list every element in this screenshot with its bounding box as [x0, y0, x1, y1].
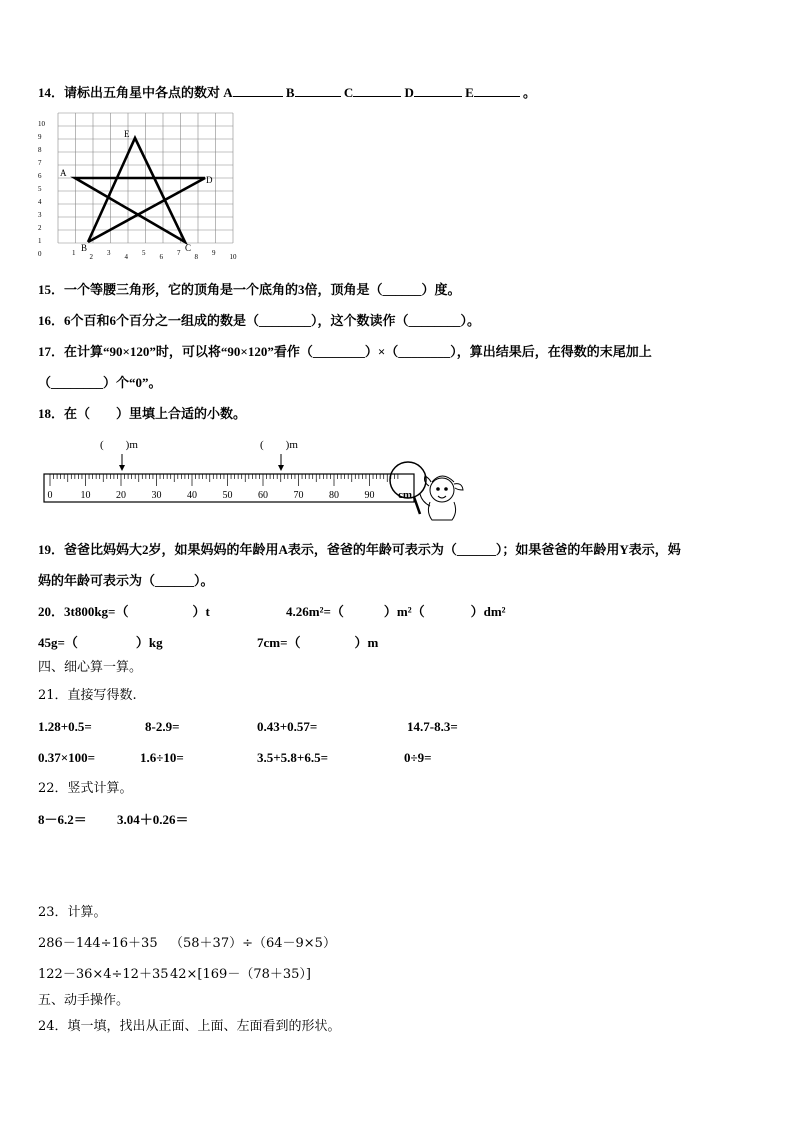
- ruler-label: 20: [116, 490, 126, 501]
- q21-r2-c1: 0.37×100=: [38, 750, 96, 765]
- q22-item-2: 3.04＋0.26＝: [117, 812, 189, 827]
- point-label-d: D: [206, 175, 213, 185]
- ruler-unit: cm: [398, 489, 413, 501]
- y-tick-label: 4: [38, 198, 42, 206]
- q21-r1-c1: 1.28+0.5=: [38, 719, 92, 734]
- ruler-label: 0: [47, 490, 53, 501]
- y-tick-label: 9: [38, 133, 42, 141]
- section-4-heading: 四、细心算一算。: [38, 660, 143, 675]
- y-tick-label: 6: [38, 172, 42, 180]
- q14-blank-a[interactable]: [233, 84, 283, 97]
- q20-a-post: ）t: [192, 604, 210, 619]
- y-tick-label: 5: [38, 185, 42, 193]
- arrow-1-head: [119, 465, 125, 471]
- x-tick-label: 8: [194, 253, 198, 261]
- point-label-e: E: [124, 129, 130, 139]
- q20-item-b: [286, 604, 506, 620]
- ruler-label: 60: [258, 490, 268, 501]
- q14-blank-c[interactable]: [353, 84, 401, 97]
- q23-r2-c2: 42×[169－（78＋35）]: [170, 967, 311, 982]
- q14-label-a: A: [223, 85, 233, 100]
- q20-b-pre: 4.26m²=（: [286, 604, 344, 619]
- q15-line: 15．一个等腰三角形，它的顶角是一个底角的3倍，顶角是（______）度。: [38, 282, 461, 297]
- point-label-c: C: [185, 243, 192, 253]
- y-tick-label: 0: [38, 250, 42, 258]
- magnifier-handle: [414, 497, 420, 514]
- q14-text: 14．请标出五角星中各点的数对: [38, 85, 221, 100]
- q14-line: [38, 84, 536, 101]
- ruler-label: 90: [364, 490, 375, 501]
- q23-r1-c1: 286－144÷16＋35: [38, 936, 158, 951]
- q19-line2: 妈的年龄可表示为（______）。: [38, 573, 214, 588]
- y-tick-label: 2: [38, 224, 42, 232]
- q17-line1: 17．在计算“90×120”时，可以将“90×120”看作（________）×（________），算出结果后，在得数的末尾加上: [38, 344, 652, 359]
- point-label-a: A: [60, 168, 67, 178]
- ruler-paren-label-2: ( )m: [260, 439, 298, 451]
- q23-title: 23．计算。: [38, 905, 107, 920]
- x-tick-label: 5: [142, 249, 146, 257]
- q19-line1: 19．爸爸比妈妈大2岁，如果妈妈的年龄用A表示，爸爸的年龄可表示为（______）；如果爸爸的年龄用Y表示，妈: [38, 542, 681, 557]
- q14-blank-d[interactable]: [414, 84, 462, 97]
- q20-d-pre: 7cm=（: [257, 635, 301, 650]
- q23-r1-c2: （58＋37）÷（64－9×5）: [170, 936, 336, 951]
- q24-line: 24．填一填，找出从正面、上面、左面看到的形状。: [38, 1019, 341, 1034]
- x-tick-labels: [72, 249, 237, 261]
- q20-item-d: [257, 635, 378, 651]
- y-tick-label: 7: [38, 159, 42, 167]
- q21-r1-c3: 0.43+0.57=: [257, 719, 318, 734]
- x-tick-label: 9: [212, 249, 216, 257]
- section-5-heading: 五、动手操作。: [38, 993, 130, 1008]
- q21-r1-c4: 14.7-8.3=: [407, 719, 458, 734]
- q14-label-c: C: [343, 85, 354, 100]
- x-tick-label: 6: [159, 253, 163, 261]
- star-outline: [75, 138, 205, 242]
- q20-c-pre: 45g=（: [38, 635, 78, 650]
- q22-title: 22．竖式计算。: [38, 781, 133, 796]
- ruler-label: 30: [151, 490, 162, 501]
- q14-end: 。: [523, 85, 537, 100]
- star-grid-figure: [30, 108, 240, 270]
- x-tick-label: 7: [177, 249, 181, 257]
- q16-line: 16．6个百和6个百分之一组成的数是（________），这个数读作（________）。: [38, 313, 481, 328]
- x-tick-label: 3: [107, 249, 111, 257]
- x-tick-label: 1: [72, 249, 76, 257]
- ruler-figure: [40, 434, 480, 526]
- q14-label-e: E: [465, 85, 474, 100]
- q14-label-d: D: [404, 85, 414, 100]
- q22-item-1: 8－6.2＝: [38, 812, 87, 827]
- q18-line: 18．在（ ）里填上合适的小数。: [38, 406, 247, 421]
- ruler-label: 80: [329, 490, 339, 501]
- q20-b-mid: ）m²（: [383, 604, 425, 619]
- ruler-label: 10: [80, 490, 91, 501]
- q21-r2-c3: 3.5+5.8+6.5=: [257, 750, 328, 765]
- ruler-label: 50: [222, 490, 233, 501]
- x-tick-label: 4: [124, 253, 128, 261]
- q14-blank-e[interactable]: [474, 84, 520, 97]
- arrow-2-head: [278, 465, 284, 471]
- y-tick-label: 10: [38, 120, 45, 128]
- ruler-label: 70: [293, 490, 304, 501]
- y-tick-label: 1: [38, 237, 42, 245]
- q20-d-post: ）m: [354, 635, 379, 650]
- q21-r2-c2: 1.6÷10=: [140, 750, 184, 765]
- q23-r2-c1: 122－36×4÷12＋35: [38, 967, 169, 982]
- x-tick-label: 2: [89, 253, 93, 261]
- q21-title: 21．直接写得数.: [38, 688, 137, 703]
- q20-a-pre: 20．3t800kg=（: [38, 604, 129, 619]
- q17-line2: （________）个“0”。: [38, 375, 162, 390]
- y-tick-labels: [38, 120, 46, 258]
- q20-c-post: ）kg: [135, 635, 163, 650]
- q14-label-b: B: [285, 85, 295, 100]
- q20-item-c: [38, 635, 163, 651]
- q21-r2-c4: 0÷9=: [404, 750, 432, 765]
- q20-b-post: ）dm²: [470, 604, 506, 619]
- y-tick-label: 3: [38, 211, 42, 219]
- q20-item-a: [38, 604, 210, 620]
- ruler-label: 40: [187, 490, 197, 501]
- q21-r1-c2: 8-2.9=: [145, 719, 180, 734]
- ruler-paren-label-1: ( )m: [100, 439, 138, 451]
- q14-blank-b[interactable]: [295, 84, 341, 97]
- y-tick-label: 8: [38, 146, 42, 154]
- point-label-b: B: [81, 243, 88, 253]
- x-tick-label: 10: [229, 253, 237, 261]
